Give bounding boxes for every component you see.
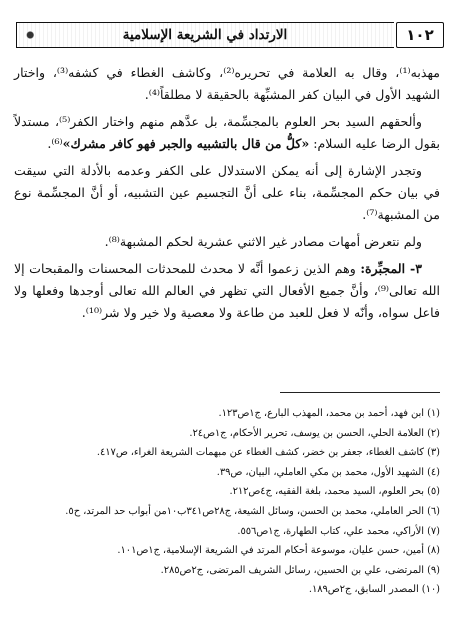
running-title: الارتداد في الشريعة الإسلامية xyxy=(122,27,288,43)
page-header xyxy=(16,22,444,48)
paragraph-2-end: ⁽⁶⁾. xyxy=(47,136,63,151)
footnote: (٣) كاشف الغطاء، جعفر بن خضر، كشف الغطاء عن مبهمات الشريعة الغراء، ص٤١٧. xyxy=(96,447,440,459)
paragraph-4: ولم نتعرض أمهات مصادر غير الاثني عشرية لحكم المشبهة⁽⁸⁾. xyxy=(104,234,422,249)
footnote: (٥) بحر العلوم، السيد محمد، بلغة الفقيه، ج٤ص٢١٢. xyxy=(229,486,440,498)
page-number: ١٠٢ xyxy=(396,22,444,48)
paragraph-2 xyxy=(14,111,440,155)
footnote: (١٠) المصدر السابق، ج٢ص١٨٩. xyxy=(308,584,440,596)
footnote: (٧) الأراكي، محمد علي، كتاب الطهارة، ج١ص٥٥٦. xyxy=(237,525,440,537)
footnote: (١) ابن فهد، أحمد بن محمد، المهذب البارع، ج١ص١٢٣. xyxy=(218,408,440,419)
footnote: (٩) المرتضى، علي بن الحسين، رسائل الشريف المرتضى، ج٢ص٢٨٥. xyxy=(160,564,440,576)
footnote: (٤) الشهيد الأول، محمد بن مكي العاملي، البيان، ص٣٩. xyxy=(216,466,440,478)
paragraph-5 xyxy=(14,258,440,324)
section-heading: ٣- المجبِّرة: xyxy=(360,261,422,276)
footnote: (٦) الحر العاملي، محمد بن الحسن، وسائل الشيعة، ج٢٨ص٣٤١ب١٠من أبواب حد المرتد، ح٥. xyxy=(65,505,440,517)
hadith-quote: «كلُّ من قال بالتشبيه والجبر فهو كافر مشرك» xyxy=(62,136,310,151)
body-text xyxy=(14,62,440,329)
footnotes xyxy=(14,404,440,600)
footnote: (٨) أمين، حسن عليان، موسوعة أحكام المرتد في الشريعة الإسلامية، ج١ص١٠١. xyxy=(117,545,440,557)
paragraph-2-start: وألحقهم السيد بحر العلوم بالمجسِّمة، بل عدَّهم منهم واختار الكفر⁽⁵⁾، مستدلاً بقول الرضا عليه السلام: xyxy=(14,114,440,151)
footnote: (٢) العلامة الحلي، الحسن بن يوسف، تحرير الأحكام، ج١ص٢٤. xyxy=(189,427,440,439)
paragraph-3: وتجدر الإشارة إلى أنه يمكن الاستدلال على الكفر وعدمه بالأدلة التي سيقت في بيان حكم المجسِّمة، بناء على أنَّ التجسيم عين التشبيه، أو أنَّ المجسِّمة نوع من المشبهة⁽⁷⁾. xyxy=(14,163,440,222)
running-title-band xyxy=(16,22,394,48)
footnote-divider xyxy=(280,392,440,393)
paragraph-1: مهذبه⁽¹⁾، وقال به العلامة في تحريره⁽²⁾، وكاشف الغطاء في كشفه⁽³⁾، واختار الشهيد الأول في البيان كفر المشبِّهة بالحقيقة لا مطلقاً⁽⁴⁾. xyxy=(14,65,441,102)
paragraph-5-rest: وهم الذين زعموا أنَّه لا محدث للمحدثات المحسنات والمقبحات إلا الله تعالى⁽⁹⁾، وأنَّ جميع الأفعال التي تظهر في العالم الله تعالى أوجدها وفعلها ولا فاعل سواه، وأنّه لا فعل للعبد من طاعة ولا معصية ولا خير ولا شر⁽¹⁰⁾. xyxy=(14,261,440,320)
